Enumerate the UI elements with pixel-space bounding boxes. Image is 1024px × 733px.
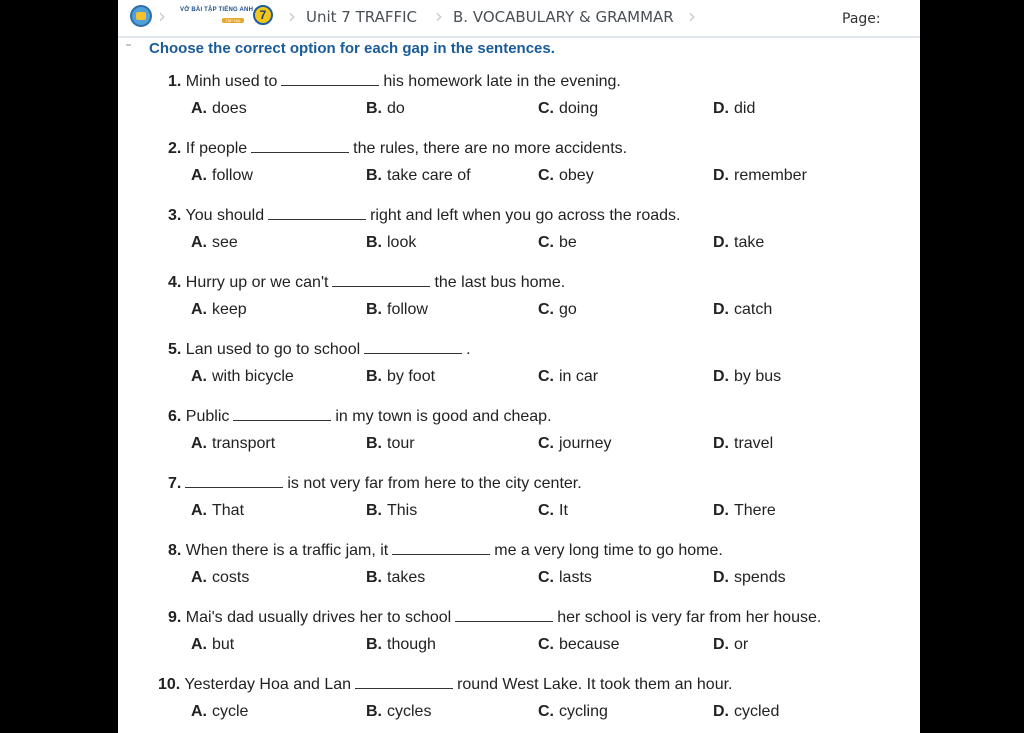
answer-blank — [455, 607, 553, 622]
option-letter: A. — [191, 569, 207, 586]
question-text-after: in my town is good and cheap. — [335, 408, 552, 425]
option-a[interactable] — [191, 435, 275, 453]
option-letter: C. — [538, 301, 554, 318]
answer-blank — [185, 473, 283, 488]
option-letter: B. — [366, 636, 382, 653]
option-text: take care of — [387, 167, 471, 184]
option-text: be — [559, 234, 577, 251]
question-text-before: When there is a traffic jam, it — [181, 542, 389, 559]
option-d[interactable] — [713, 703, 779, 721]
option-letter: A. — [191, 301, 207, 318]
question-text-after: his homework late in the evening. — [383, 73, 621, 90]
option-text: This — [387, 502, 418, 519]
option-text: takes — [387, 569, 426, 586]
option-letter: D. — [713, 636, 729, 653]
option-a[interactable] — [191, 301, 247, 319]
option-text: costs — [212, 569, 250, 586]
option-text: by bus — [734, 368, 782, 385]
question-text-before: Mai's dad usually drives her to school — [181, 609, 452, 626]
option-b[interactable] — [366, 100, 405, 118]
option-b[interactable] — [366, 234, 416, 252]
option-letter: C. — [538, 368, 554, 385]
question-sentence — [168, 272, 565, 292]
option-c[interactable] — [538, 100, 598, 118]
option-text: lasts — [559, 569, 592, 586]
option-a[interactable] — [191, 167, 253, 185]
option-b[interactable] — [366, 435, 415, 453]
option-b[interactable] — [366, 301, 428, 319]
question-sentence — [168, 339, 471, 359]
answer-blank — [332, 272, 430, 287]
question-sentence — [158, 674, 732, 694]
book-subtitle: TẬP HAI — [222, 18, 244, 23]
option-letter: D. — [713, 301, 729, 318]
option-text: follow — [387, 301, 428, 318]
option-letter: D. — [713, 703, 729, 720]
option-b[interactable] — [366, 368, 435, 386]
answer-blank — [233, 406, 331, 421]
option-text: did — [734, 100, 756, 117]
option-letter: A. — [191, 703, 207, 720]
option-c[interactable] — [538, 368, 598, 386]
option-text: do — [387, 100, 405, 117]
option-letter: C. — [538, 703, 554, 720]
option-text: in car — [559, 368, 599, 385]
question-number: 1. — [168, 73, 182, 90]
question-number: 6. — [168, 408, 182, 425]
question-text-after: the last bus home. — [434, 274, 566, 291]
question-text-after: the rules, there are no more accidents. — [353, 140, 628, 157]
option-text: There — [734, 502, 776, 519]
question-text-after: round West Lake. It took them an hour. — [457, 676, 733, 693]
chevron-right-icon: › — [688, 4, 696, 28]
option-text: see — [212, 234, 238, 251]
option-letter: D. — [713, 502, 729, 519]
option-c[interactable] — [538, 569, 592, 587]
option-d[interactable] — [713, 435, 773, 453]
breadcrumb-section[interactable]: B. VOCABULARY & GRAMMAR — [453, 8, 674, 26]
option-c[interactable] — [538, 167, 594, 185]
option-d[interactable] — [713, 569, 786, 587]
option-d[interactable] — [713, 502, 776, 520]
question-text-after: her school is very far from her house. — [557, 609, 822, 626]
option-text: It — [559, 502, 568, 519]
option-letter: C. — [538, 502, 554, 519]
question-number: 9. — [168, 609, 182, 626]
instructions: Choose the correct option for each gap in the sentences. — [149, 40, 555, 57]
answer-blank — [392, 540, 490, 555]
option-text: or — [734, 636, 749, 653]
question-sentence — [168, 540, 723, 560]
question-text-after: me a very long time to go home. — [494, 542, 723, 559]
option-text: remember — [734, 167, 807, 184]
question-number: 4. — [168, 274, 182, 291]
option-text: doing — [559, 100, 599, 117]
option-letter: B. — [366, 703, 382, 720]
option-letter: A. — [191, 368, 207, 385]
option-text: but — [212, 636, 235, 653]
answer-blank — [268, 205, 366, 220]
option-c[interactable] — [538, 636, 620, 654]
question-number: 8. — [168, 542, 182, 559]
option-a[interactable] — [191, 569, 249, 587]
option-text: though — [387, 636, 436, 653]
option-letter: B. — [366, 234, 382, 251]
question-text-before: If people — [181, 140, 248, 157]
option-letter: D. — [713, 435, 729, 452]
question-number: 3. — [168, 207, 182, 224]
chevron-right-icon: › — [158, 4, 166, 28]
option-text: look — [387, 234, 417, 251]
option-letter: D. — [713, 569, 729, 586]
option-letter: C. — [538, 435, 554, 452]
option-c[interactable] — [538, 703, 608, 721]
question-text-before: Lan used to go to school — [181, 341, 361, 358]
option-letter: A. — [191, 100, 207, 117]
option-text: travel — [734, 435, 774, 452]
option-text: obey — [559, 167, 594, 184]
option-letter: D. — [713, 100, 729, 117]
chevron-right-icon: › — [435, 4, 443, 28]
option-letter: C. — [538, 636, 554, 653]
option-letter: B. — [366, 435, 382, 452]
option-b[interactable] — [366, 703, 431, 721]
option-text: cycle — [212, 703, 249, 720]
question-number: 5. — [168, 341, 182, 358]
option-a[interactable] — [191, 703, 248, 721]
option-text: That — [212, 502, 245, 519]
question-sentence — [168, 406, 552, 426]
option-text: keep — [212, 301, 247, 318]
answer-blank — [364, 339, 462, 354]
option-a[interactable] — [191, 100, 247, 118]
option-d[interactable] — [713, 100, 755, 118]
question-text-before: Hurry up or we can't — [181, 274, 329, 291]
option-letter: D. — [713, 368, 729, 385]
book-title: VỞ BÀI TẬP TIẾNG ANH — [180, 7, 254, 13]
option-letter: C. — [538, 569, 554, 586]
option-text: because — [559, 636, 620, 653]
option-c[interactable] — [538, 435, 611, 453]
option-text: cycles — [387, 703, 432, 720]
question-sentence — [168, 473, 582, 493]
margin-mark — [126, 44, 131, 46]
question-number: 2. — [168, 140, 182, 157]
question-sentence — [168, 71, 621, 91]
option-letter: A. — [191, 435, 207, 452]
option-a[interactable] — [191, 368, 294, 386]
worksheet-page — [118, 0, 920, 733]
answer-blank — [281, 71, 379, 86]
option-letter: B. — [366, 301, 382, 318]
option-letter: B. — [366, 502, 382, 519]
option-letter: C. — [538, 100, 554, 117]
option-text: follow — [212, 167, 253, 184]
option-text: take — [734, 234, 765, 251]
option-text: transport — [212, 435, 276, 452]
question-text-after: . — [466, 341, 471, 358]
option-c[interactable] — [538, 234, 577, 252]
option-letter: C. — [538, 234, 554, 251]
option-text: cycling — [559, 703, 608, 720]
option-text: tour — [387, 435, 415, 452]
option-letter: A. — [191, 167, 207, 184]
option-d[interactable] — [713, 234, 764, 252]
option-b[interactable] — [366, 502, 417, 520]
app-logo-icon[interactable] — [130, 5, 152, 27]
grade-badge: 7 — [253, 5, 273, 25]
option-b[interactable] — [366, 636, 436, 654]
option-text: does — [212, 100, 247, 117]
option-text: catch — [734, 301, 773, 318]
option-letter: D. — [713, 234, 729, 251]
option-d[interactable] — [713, 636, 748, 654]
option-letter: B. — [366, 167, 382, 184]
option-c[interactable] — [538, 301, 577, 319]
option-b[interactable] — [366, 569, 425, 587]
option-text: cycled — [734, 703, 780, 720]
option-a[interactable] — [191, 234, 238, 252]
option-text: with bicycle — [212, 368, 294, 385]
breadcrumb-unit[interactable]: Unit 7 TRAFFIC — [306, 8, 418, 26]
option-d[interactable] — [713, 167, 807, 185]
option-d[interactable] — [713, 368, 781, 386]
option-letter: B. — [366, 368, 382, 385]
answer-blank — [251, 138, 349, 153]
option-a[interactable] — [191, 636, 234, 654]
option-c[interactable] — [538, 502, 568, 520]
option-letter: B. — [366, 100, 382, 117]
option-text: spends — [734, 569, 786, 586]
header-bar — [118, 0, 920, 38]
question-text-before: Public — [181, 408, 230, 425]
question-sentence — [168, 138, 627, 158]
chevron-right-icon: › — [288, 4, 296, 28]
question-sentence — [168, 607, 821, 627]
option-letter: C. — [538, 167, 554, 184]
option-d[interactable] — [713, 301, 772, 319]
question-text-after: is not very far from here to the city center. — [287, 475, 582, 492]
question-number: 7. — [168, 475, 182, 492]
option-text: go — [559, 301, 577, 318]
question-sentence — [168, 205, 681, 225]
question-text-before: You should — [181, 207, 265, 224]
option-b[interactable] — [366, 167, 471, 185]
question-text-after: right and left when you go across the roads. — [370, 207, 681, 224]
option-letter: A. — [191, 636, 207, 653]
option-text: journey — [559, 435, 612, 452]
option-letter: D. — [713, 167, 729, 184]
answer-blank — [355, 674, 453, 689]
question-text-before: Yesterday Hoa and Lan — [180, 676, 352, 693]
option-letter: B. — [366, 569, 382, 586]
option-letter: A. — [191, 234, 207, 251]
option-a[interactable] — [191, 502, 244, 520]
question-number: 10. — [158, 676, 181, 693]
page-label: Page: — [842, 11, 881, 27]
option-text: by foot — [387, 368, 436, 385]
option-letter: A. — [191, 502, 207, 519]
question-text-before: Minh used to — [181, 73, 278, 90]
